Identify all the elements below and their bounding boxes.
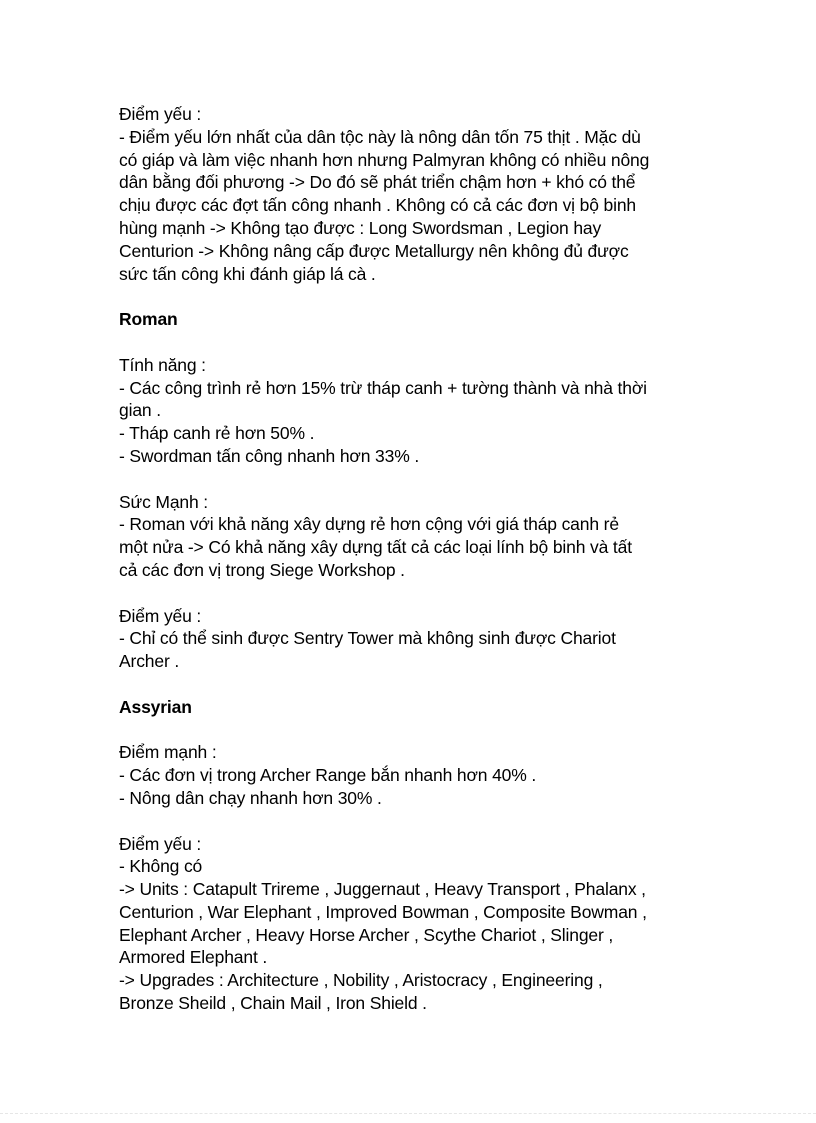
text-line: - Các đơn vị trong Archer Range bắn nhanh hơn 40% . (119, 765, 537, 786)
paragraph-gap (119, 673, 719, 696)
section-label-strength: Sức Mạnh : (119, 491, 208, 512)
civ-heading-roman: Roman (119, 309, 178, 330)
text-line: hùng mạnh -> Không tạo được : Long Swordsman , Legion hay (119, 217, 602, 238)
text-line: - Chỉ có thể sinh được Sentry Tower mà không sinh được Chariot (119, 628, 616, 649)
text-line: Archer . (119, 651, 180, 672)
section-label-strength: Điểm mạnh : (119, 742, 217, 763)
text-line: - Roman với khả năng xây dựng rẻ hơn cộng với giá tháp canh rẻ (119, 514, 619, 535)
text-line: -> Upgrades : Architecture , Nobility , Aristocracy , Engineering , (119, 970, 603, 991)
text-line: - Không có (119, 856, 203, 877)
text-line: - Điểm yếu lớn nhất của dân tộc này là nông dân tốn 75 thịt . Mặc dù (119, 126, 641, 147)
text-line: - Swordman tấn công nhanh hơn 33% . (119, 445, 420, 466)
section-label-weakness: Điểm yếu : (119, 833, 202, 854)
section-label-features: Tính năng : (119, 354, 206, 375)
text-line: Bronze Sheild , Chain Mail , Iron Shield . (119, 993, 427, 1014)
document-body (119, 103, 719, 1015)
paragraph-gap (119, 582, 719, 605)
paragraph-gap (119, 331, 719, 354)
text-line: chịu được các đợt tấn công nhanh . Không có cả các đơn vị bộ binh (119, 195, 636, 216)
paragraph-gap (119, 719, 719, 742)
civ-heading-assyrian: Assyrian (119, 696, 192, 717)
text-line: dân bằng đối phương -> Do đó sẽ phát triển chậm hơn + khó có thể (119, 172, 636, 193)
text-line: gian . (119, 400, 161, 421)
section-label-weakness: Điểm yếu : (119, 104, 202, 124)
text-line: Centurion -> Không nâng cấp được Metallurgy nên không đủ được (119, 240, 629, 261)
text-line: cả các đơn vị trong Siege Workshop . (119, 559, 405, 580)
text-line: một nửa -> Có khả năng xây dựng tất cả các loại lính bộ binh và tất (119, 537, 632, 558)
text-line: - Tháp canh rẻ hơn 50% . (119, 423, 315, 444)
text-line: Armored Elephant . (119, 947, 268, 968)
text-line: - Các công trình rẻ hơn 15% trừ tháp canh + tường thành và nhà thời (119, 377, 647, 398)
section-label-weakness: Điểm yếu : (119, 605, 202, 626)
text-line: -> Units : Catapult Trireme , Juggernaut , Heavy Transport , Phalanx , (119, 879, 646, 900)
page-bottom-divider (0, 1113, 816, 1115)
text-line: có giáp và làm việc nhanh hơn nhưng Palmyran không có nhiều nông (119, 149, 650, 170)
paragraph-gap (119, 810, 719, 833)
paragraph-gap (119, 285, 719, 308)
text-line: Centurion , War Elephant , Improved Bowman , Composite Bowman , (119, 901, 647, 922)
text-line: sức tấn công khi đánh giáp lá cà . (119, 263, 376, 284)
paragraph-gap (119, 468, 719, 491)
text-line: - Nông dân chạy nhanh hơn 30% . (119, 787, 382, 808)
text-line: Elephant Archer , Heavy Horse Archer , Scythe Chariot , Slinger , (119, 924, 614, 945)
